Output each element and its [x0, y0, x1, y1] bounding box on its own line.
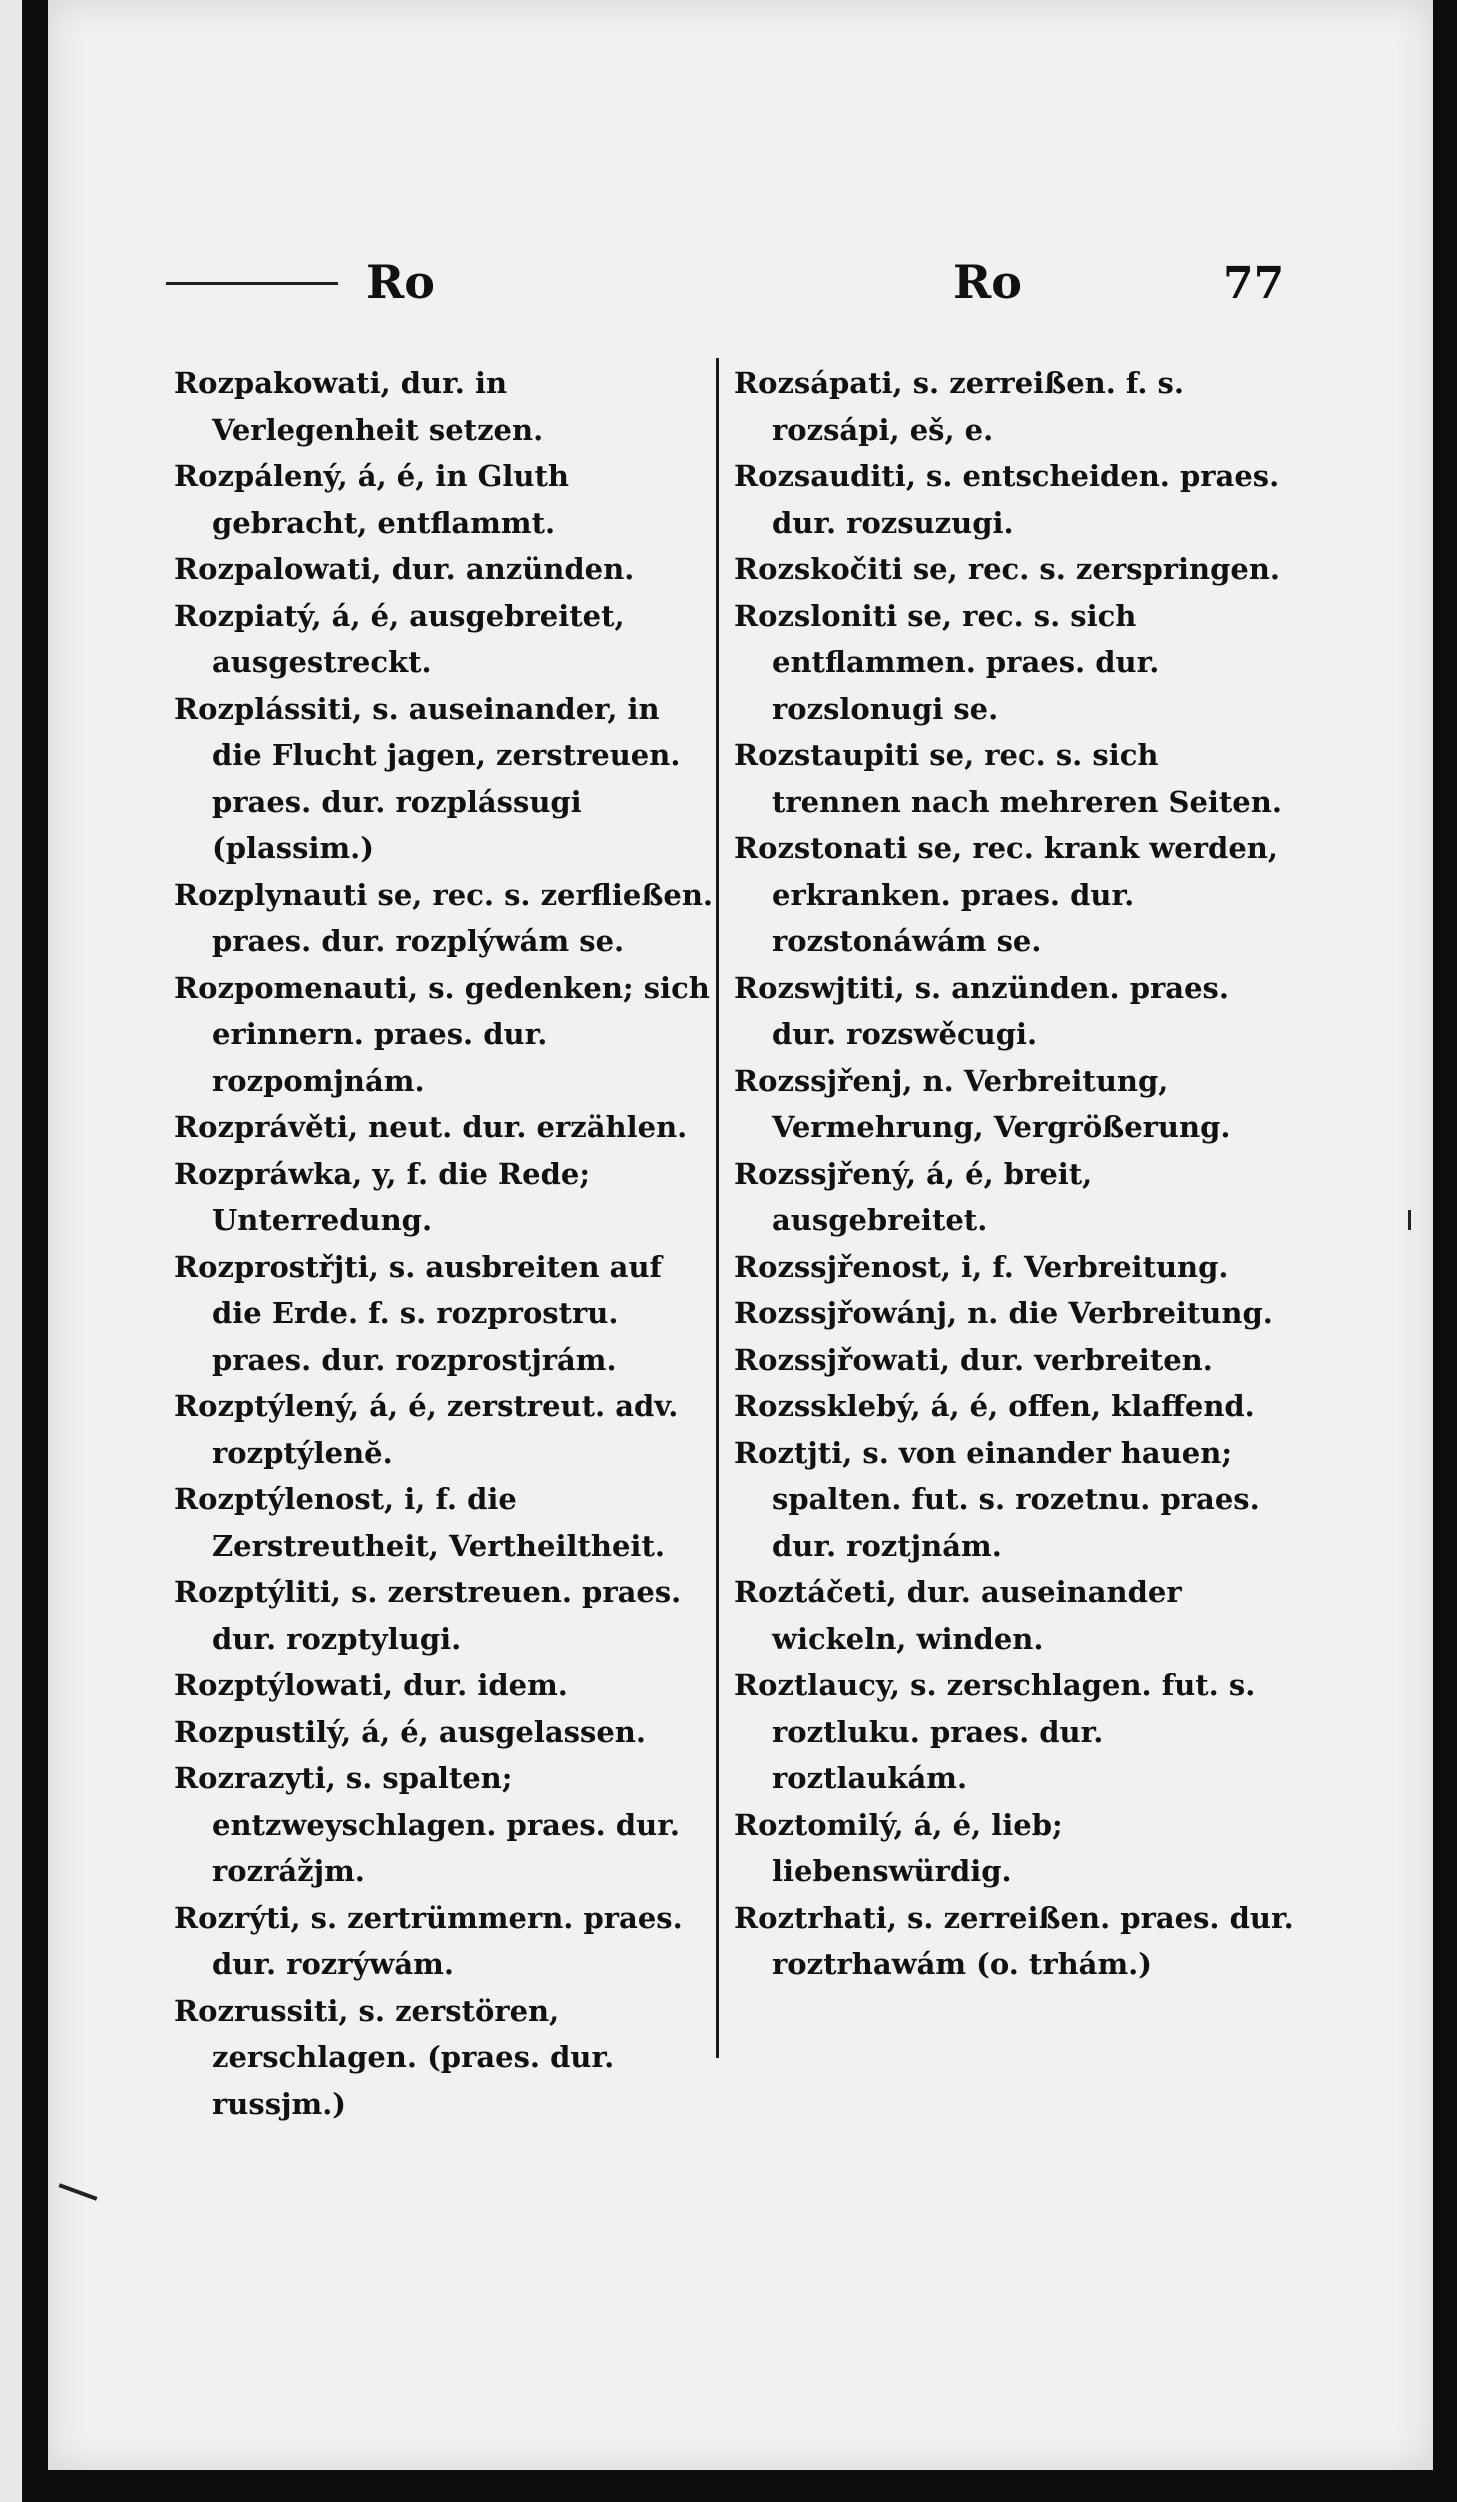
- dictionary-entry: Rozsloniti se, rec. s. sich entflammen. praes. dur. rozslonugi se.: [734, 598, 1160, 726]
- dictionary-entry: Roztjti, s. von einander hauen; spalten. fut. s. rozetnu. praes. dur. roztjnám.: [734, 1435, 1260, 1563]
- column-divider: [716, 358, 719, 2058]
- dictionary-entry: Rozptýlený, á, é, zerstreut. adv. rozptýlenĕ.: [174, 1389, 679, 1470]
- dictionary-entry: Rozpakowati, dur. in Verlegenheit setzen.: [174, 366, 544, 447]
- ink-smudge: [59, 2183, 98, 2200]
- dictionary-entry: Rozpiatý, á, é, ausgebreitet, ausgestreckt.: [174, 598, 625, 679]
- dictionary-entry: Rozssjřený, á, é, breit, ausgebreitet.: [734, 1156, 1093, 1237]
- dictionary-entry: Rozpomenauti, s. gedenken; sich erinnern. praes. dur. rozpomjnám.: [174, 970, 710, 1098]
- dictionary-entry: Roztáčeti, dur. auseinander wickeln, winden.: [734, 1575, 1182, 1656]
- dictionary-entry: Rozskočiti se, rec. s. zerspringen.: [734, 552, 1281, 586]
- dictionary-entry: Rozptýlenost, i, f. die Zerstreutheit, Vertheiltheit.: [174, 1482, 665, 1563]
- dictionary-entry: Rozpálený, á, é, in Gluth gebracht, entflammt.: [174, 459, 569, 540]
- dictionary-entry: Rozrýti, s. zertrümmern. praes. dur. rozrýwám.: [174, 1900, 683, 1981]
- dictionary-entry: Rozptýlowati, dur. idem.: [174, 1668, 568, 1702]
- dictionary-entry: Rozstonati se, rec. krank werden, erkranken. praes. dur. rozstonáwám se.: [734, 831, 1278, 958]
- dictionary-entry: Rozpustilý, á, é, ausgelassen.: [174, 1714, 646, 1749]
- dictionary-entry: Rozplynauti se, rec. s. zerfließen. praes. dur. rozplýwám se.: [174, 877, 714, 958]
- left-page-edge: [0, 0, 24, 2502]
- dictionary-entry: Rozstaupiti se, rec. s. sich trennen nach mehreren Seiten.: [734, 738, 1282, 819]
- dictionary-entry: Rozssjřenost, i, f. Verbreitung.: [734, 1249, 1229, 1284]
- book-page: [48, 0, 1433, 2470]
- dictionary-entry: Rozrussiti, s. zerstören, zerschlagen. (praes. dur. russjm.): [174, 1993, 615, 2121]
- left-guide-word: Ro: [366, 255, 435, 309]
- dictionary-entry: Rozprostřjti, s. ausbreiten auf die Erde. f. s. rozprostru. praes. dur. rozprostjrám.: [174, 1249, 663, 1377]
- dictionary-entry: Rozssjřowati, dur. verbreiten.: [734, 1342, 1213, 1377]
- dictionary-entry: Rozsauditi, s. entscheiden. praes. dur. rozsuzugi.: [734, 459, 1280, 540]
- dictionary-entry: Rozptýliti, s. zerstreuen. praes. dur. rozptylugi.: [174, 1575, 682, 1656]
- dictionary-entry: Rozpalowati, dur. anzünden.: [174, 552, 635, 586]
- dictionary-entry: Roztlaucy, s. zerschlagen. fut. s. roztluku. praes. dur. roztlaukám.: [734, 1668, 1256, 1795]
- header-rule: [166, 282, 338, 285]
- dictionary-entry: Rozrazyti, s. spalten; entzweyschlagen. praes. dur. rozrážjm.: [174, 1761, 680, 1888]
- dictionary-entry: Rozprávěti, neut. dur. erzählen.: [174, 1110, 688, 1144]
- right-guide-word: Ro: [953, 255, 1022, 309]
- page-number: 77: [1223, 258, 1285, 309]
- dictionary-entry: Rozssjřenj, n. Verbreitung, Vermehrung, Vergrößerung.: [734, 1063, 1231, 1144]
- dictionary-entry: Rozpráwka, y, f. die Rede; Unterredung.: [174, 1156, 591, 1237]
- dictionary-entry: Rozswjtiti, s. anzünden. praes. dur. rozswěcugi.: [734, 970, 1229, 1051]
- dictionary-entry: Rozssjřowánj, n. die Verbreitung.: [734, 1296, 1273, 1330]
- dictionary-entry: Rozplássiti, s. auseinander, in die Flucht jagen, zerstreuen. praes. dur. rozplássugi (plassim.): [174, 691, 681, 865]
- dictionary-entry: Rozssklebý, á, é, offen, klaffend.: [734, 1389, 1255, 1423]
- left-column: [174, 360, 714, 2127]
- dictionary-entry: Roztrhati, s. zerreißen. praes. dur. roztrhawám (o. trhám.): [734, 1900, 1294, 1981]
- right-column: [734, 360, 1294, 1988]
- dictionary-entry: Roztomilý, á, é, lieb; liebenswürdig.: [734, 1807, 1063, 1888]
- dictionary-entry: Rozsápati, s. zerreißen. f. s. rozsápi, eš, e.: [734, 366, 1184, 447]
- ink-speck: [1408, 1210, 1411, 1230]
